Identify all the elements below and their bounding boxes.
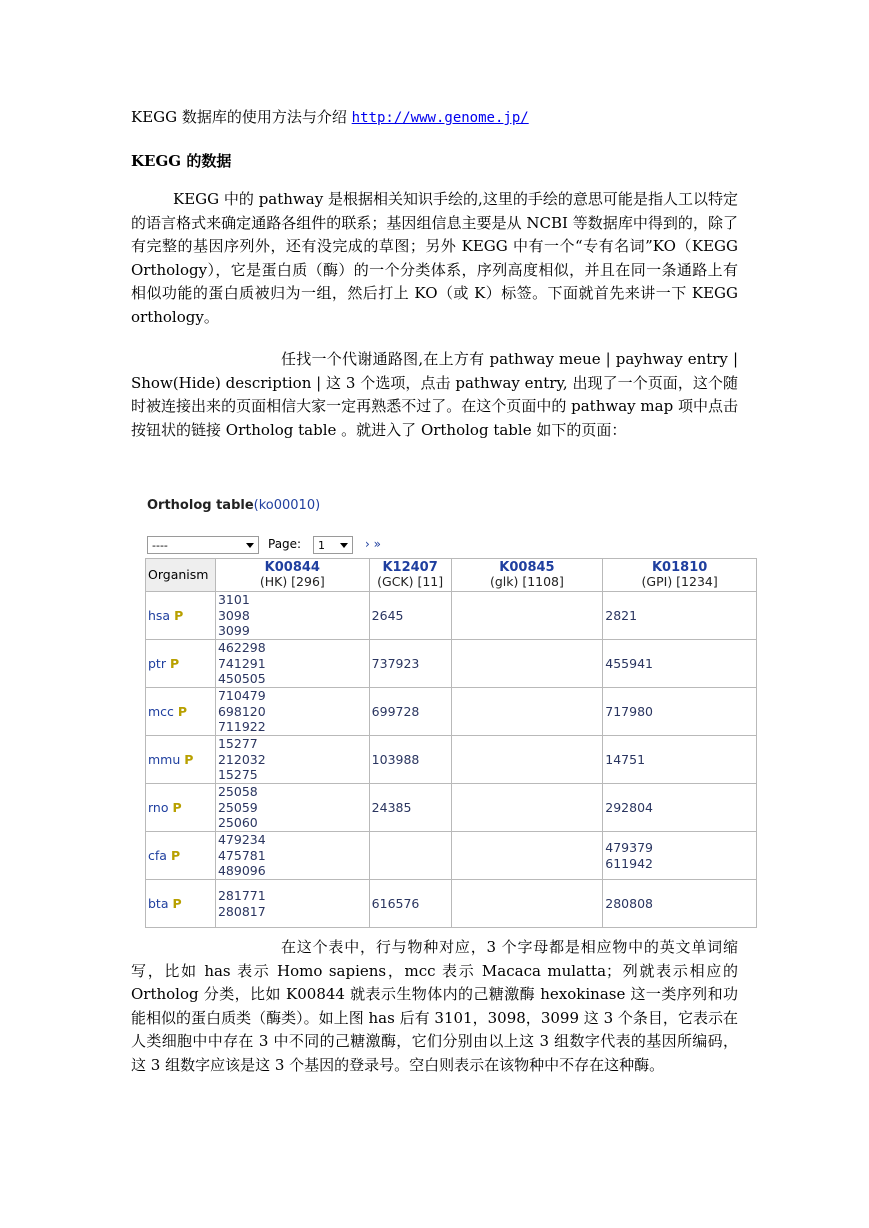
organism-code-link[interactable]: ptr — [148, 655, 166, 671]
organism-code-link[interactable]: mmu — [148, 751, 181, 767]
gene-cell — [369, 688, 451, 736]
gene-cell — [451, 592, 603, 640]
organism-header: Organism — [146, 559, 216, 592]
ortholog-table-screenshot — [145, 494, 757, 919]
organism-cell — [146, 640, 216, 688]
gene-id-link[interactable]: 717980 — [605, 703, 653, 719]
ko-id-link[interactable]: K01810 — [651, 560, 708, 575]
ortholog-title-code[interactable]: (ko00010) — [253, 498, 321, 513]
gene-id-link[interactable]: 3099 — [217, 623, 250, 639]
gene-id-link[interactable]: 3098 — [217, 607, 250, 623]
paragraph-table-explanation: 在这个表中，行与物种对应，3 个字母都是相应物中的英文单词缩写，比如 has 表示 Homo sapiens，mcc 表示 Macaca mulatta；列就表示相应的 Ortholog 分类，比如 K00844 就表示生物体内的己糖激酶 hexokinase 这一类序列和功能相似的蛋白质类（酶类）。如上图 has 后有 3101，3098，3099 这 3 个条目，它表示在人类细胞中中存在 3 中不同的己糖激酶，它们分别由以上这 3 组数字代表的基因所编码，这 3 组数字应该是这 3 个基因的登录号。空白则表示在该物种中不存在这种酶。 — [131, 938, 738, 1074]
ko-column-header — [215, 559, 369, 592]
organism-code-link[interactable]: mcc — [148, 703, 174, 719]
gene-id-link[interactable]: 611942 — [605, 855, 653, 871]
gene-id-link[interactable]: 479234 — [217, 832, 266, 848]
gene-id-link[interactable]: 25058 — [217, 784, 258, 800]
ortholog-table-title — [147, 498, 320, 513]
ko-column-header — [603, 559, 757, 592]
paragraph-kegg-intro: KEGG 中的 pathway 是根据相关知识手绘的,这里的手绘的意思可能是指人工以特定的语言格式来确定通路各组件的联系；基因组信息主要是从 NCBI 等数据库中得到的，除了有完整的基因序列外，还有没完成的草图；另外 KEGG 中有一个“专有名词”KO（KEGG Orthology），它是蛋白质（酶）的一个分类体系，序列高度相似，并且在同一条通路上有相似功能的蛋白质被归为一组，然后打上 KO（或 K）标签。下面就首先来讲一下 KEGG orthology。 — [131, 190, 738, 326]
gene-cell — [215, 832, 369, 880]
gene-id-link[interactable]: 741291 — [217, 655, 266, 671]
gene-id-link[interactable]: 103988 — [371, 751, 420, 767]
genome-link[interactable]: http://www.genome.jp/ — [351, 110, 529, 126]
organism-code-link[interactable]: hsa — [148, 607, 171, 623]
table-row — [146, 736, 757, 784]
page-select[interactable] — [313, 536, 353, 554]
pathway-p-link[interactable]: P — [169, 655, 180, 671]
page-select-value: 1 — [318, 539, 325, 552]
ko-desc: (HK) [296] — [259, 574, 325, 589]
gene-cell — [603, 784, 757, 832]
gene-cell — [603, 832, 757, 880]
gene-cell — [451, 688, 603, 736]
ko-column-header — [451, 559, 603, 592]
gene-id-link[interactable]: 25059 — [217, 799, 258, 815]
gene-cell — [603, 688, 757, 736]
gene-id-link[interactable]: 710479 — [217, 688, 266, 704]
gene-id-link[interactable]: 15275 — [217, 767, 258, 783]
title-text: KEGG 数据库的使用方法与介绍 — [131, 108, 352, 126]
organism-cell — [146, 832, 216, 880]
gene-cell — [451, 832, 603, 880]
gene-id-link[interactable]: 24385 — [371, 799, 412, 815]
filter-select-value: ---- — [152, 539, 168, 552]
gene-cell — [451, 784, 603, 832]
gene-id-link[interactable]: 14751 — [605, 751, 646, 767]
gene-cell — [369, 784, 451, 832]
organism-cell — [146, 784, 216, 832]
paragraph-pathway-entry: 任找一个代谢通路图,在上方有 pathway meue | payhway entry | Show(Hide) description | 这 3 个选项，点击 pathway entry, 出现了一个页面，这个随时被连接出来的页面相信大家一定再熟悉不过了。在这个页面中的 pathway map 项中点击按钮状的链接 Ortholog table 。就进入了 Ortholog table 如下的页面： — [131, 350, 738, 439]
gene-cell — [215, 736, 369, 784]
gene-id-link[interactable]: 698120 — [217, 703, 266, 719]
gene-cell — [369, 640, 451, 688]
pathway-p-link[interactable]: P — [184, 751, 194, 767]
gene-id-link[interactable]: 212032 — [217, 751, 266, 767]
gene-cell — [215, 688, 369, 736]
gene-cell — [215, 592, 369, 640]
table-header-row — [146, 559, 757, 592]
gene-id-link[interactable]: 15277 — [217, 736, 258, 752]
pathway-p-link[interactable]: P — [177, 703, 188, 719]
ko-id-link[interactable]: K00844 — [264, 560, 320, 575]
ortholog-table-body — [146, 592, 757, 928]
gene-id-link[interactable]: 616576 — [371, 895, 420, 911]
gene-id-link[interactable]: 450505 — [217, 671, 266, 687]
table-row — [146, 688, 757, 736]
gene-id-link[interactable]: 489096 — [217, 863, 266, 879]
organism-cell — [146, 880, 216, 928]
pathway-p-link[interactable]: P — [174, 607, 184, 623]
gene-cell — [215, 640, 369, 688]
ko-column-header — [369, 559, 451, 592]
ortholog-table — [145, 558, 757, 928]
gene-cell — [603, 592, 757, 640]
gene-cell — [603, 880, 757, 928]
ko-id-link[interactable]: K12407 — [382, 560, 438, 575]
gene-id-link[interactable]: 479379 — [605, 840, 653, 855]
chevron-down-icon — [340, 543, 348, 548]
chevron-down-icon — [246, 543, 254, 548]
gene-id-link[interactable]: 281771 — [217, 888, 266, 903]
organism-code-link[interactable]: rno — [148, 799, 169, 815]
gene-cell — [451, 736, 603, 784]
organism-cell — [146, 592, 216, 640]
page-label: Page: — [268, 537, 302, 551]
filter-select[interactable] — [147, 536, 259, 554]
ortholog-title-text: Ortholog table — [147, 498, 254, 513]
section-heading: KEGG 的数据 — [131, 152, 232, 170]
table-row — [146, 832, 757, 880]
gene-id-link[interactable]: 462298 — [217, 640, 266, 656]
ko-desc: (GCK) [11] — [377, 574, 444, 589]
gene-cell — [603, 736, 757, 784]
ko-desc: (GPI) [1234] — [641, 574, 718, 589]
gene-cell — [215, 880, 369, 928]
table-row — [146, 880, 757, 928]
organism-code-link[interactable]: bta — [148, 895, 169, 911]
gene-cell — [369, 592, 451, 640]
gene-id-link[interactable]: 2645 — [371, 607, 404, 623]
gene-id-link[interactable]: 455941 — [605, 655, 653, 671]
pathway-p-link[interactable]: P — [172, 799, 182, 815]
document-title-line — [131, 106, 529, 129]
gene-cell — [603, 640, 757, 688]
gene-id-link[interactable]: 475781 — [217, 847, 266, 863]
pathway-p-link[interactable]: P — [172, 895, 182, 911]
gene-id-link[interactable]: 737923 — [371, 655, 420, 671]
next-page-link[interactable]: › » — [365, 537, 381, 551]
table-row — [146, 592, 757, 640]
gene-id-link[interactable]: 3101 — [217, 592, 250, 608]
table-row — [146, 784, 757, 832]
gene-id-link[interactable]: 280817 — [217, 903, 266, 919]
gene-cell — [451, 640, 603, 688]
gene-cell — [369, 880, 451, 928]
ko-desc: (glk) [1108] — [489, 574, 564, 589]
gene-id-link[interactable]: 292804 — [605, 799, 653, 815]
gene-cell — [215, 784, 369, 832]
table-row — [146, 640, 757, 688]
organism-cell — [146, 736, 216, 784]
gene-id-link[interactable]: 699728 — [371, 703, 420, 719]
gene-id-link[interactable]: 2821 — [605, 607, 638, 623]
gene-cell — [369, 736, 451, 784]
organism-code-link[interactable]: cfa — [148, 847, 167, 863]
gene-cell — [369, 832, 451, 880]
gene-cell — [451, 880, 603, 928]
gene-id-link[interactable]: 711922 — [217, 719, 266, 735]
gene-id-link[interactable]: 280808 — [605, 895, 653, 911]
gene-id-link[interactable]: 25060 — [217, 815, 258, 831]
organism-cell — [146, 688, 216, 736]
ko-id-link[interactable]: K00845 — [499, 560, 555, 575]
pathway-p-link[interactable]: P — [170, 847, 181, 863]
